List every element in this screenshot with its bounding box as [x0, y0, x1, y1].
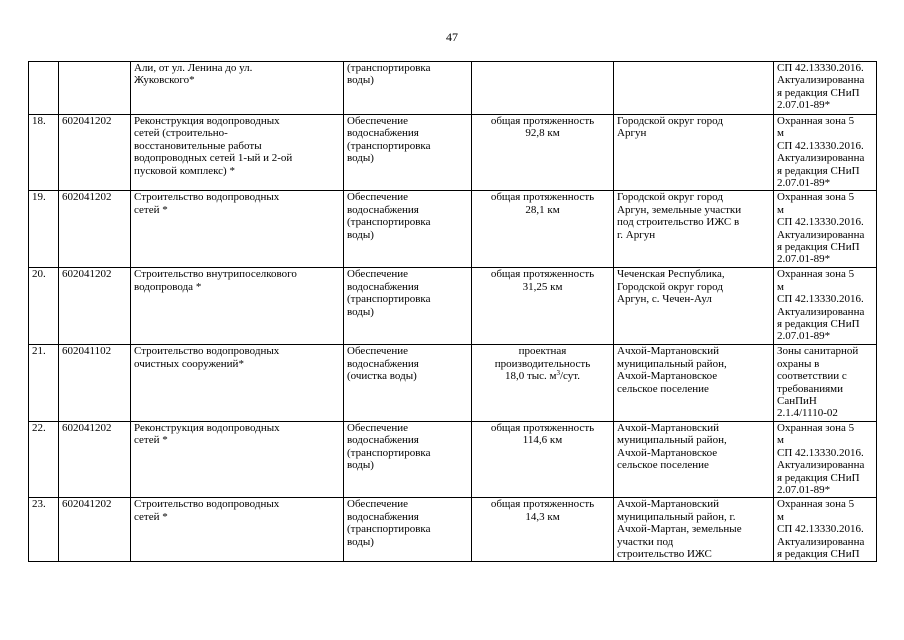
cell-code	[59, 62, 131, 115]
table-row	[29, 115, 877, 191]
cell-number: 20.	[29, 268, 59, 345]
cell-number: 21.	[29, 345, 59, 421]
cell-name: Строительство водопроводных сетей *	[131, 191, 344, 268]
cell-code: 602041202	[59, 268, 131, 345]
table-row	[29, 62, 877, 115]
cell-name: Строительство внутрипоселкового водопровода *	[131, 268, 344, 345]
cell-number: 19.	[29, 191, 59, 268]
cell-code: 602041102	[59, 345, 131, 421]
cell-zone: Охранная зона 5 м СП 42.13330.2016. Актуализированна я редакция СНиП 2.07.01-89*	[774, 191, 877, 268]
table-row	[29, 268, 877, 345]
objects-table	[28, 61, 877, 562]
cell-name: Реконструкция водопроводных сетей (строительно- восстановительные работы водопроводных сетей 1-ый и 2-ой пусковой комплекс) *	[131, 115, 344, 191]
capacity-value: 18,0 тыс. м	[504, 370, 557, 383]
cell-code: 602041202	[59, 115, 131, 191]
cell-purpose: Обеспечение водоснабжения (транспортировка воды)	[344, 268, 472, 345]
cell-purpose: Обеспечение водоснабжения (транспортировка воды)	[344, 421, 472, 497]
cell-number: 23.	[29, 498, 59, 562]
cell-purpose: (транспортировка воды)	[344, 62, 472, 115]
cell-characteristics: общая протяженность 114,6 км	[472, 421, 614, 497]
cell-name: Али, от ул. Ленина до ул. Жуковского*	[131, 62, 344, 115]
cell-characteristics: общая протяженность 14,3 км	[472, 498, 614, 562]
cell-code: 602041202	[59, 421, 131, 497]
cell-number: 22.	[29, 421, 59, 497]
cell-location	[614, 62, 774, 115]
cell-characteristics: общая протяженность 92,8 км	[472, 115, 614, 191]
cell-name: Строительство водопроводных сетей *	[131, 498, 344, 562]
cell-number: 18.	[29, 115, 59, 191]
cell-location: Городской округ город Аргун, земельные участки под строительство ИЖС в г. Аргун	[614, 191, 774, 268]
cell-location: Ачхой-Мартановский муниципальный район, Ачхой-Мартановское сельское поселение	[614, 421, 774, 497]
cell-code: 602041202	[59, 191, 131, 268]
cell-zone: Охранная зона 5 м СП 42.13330.2016. Актуализированна я редакция СНиП	[774, 498, 877, 562]
cell-purpose: Обеспечение водоснабжения (транспортировка воды)	[344, 498, 472, 562]
cell-zone: Зоны санитарной охраны в соответствии с требованиями СанПиН 2.1.4/1110-02	[774, 345, 877, 421]
cell-characteristics: общая протяженность 28,1 км	[472, 191, 614, 268]
cell-characteristics	[472, 345, 614, 421]
page-number: 47	[446, 30, 458, 44]
table-row	[29, 421, 877, 497]
cell-characteristics	[472, 62, 614, 115]
table-row	[29, 345, 877, 421]
cell-purpose: Обеспечение водоснабжения (транспортировка воды)	[344, 191, 472, 268]
cell-location: Ачхой-Мартановский муниципальный район, г. Ачхой-Мартан, земельные участки под строительство ИЖС	[614, 498, 774, 562]
cell-zone: Охранная зона 5 м СП 42.13330.2016. Актуализированна я редакция СНиП 2.07.01-89*	[774, 421, 877, 497]
cell-zone: СП 42.13330.2016. Актуализированна я редакция СНиП 2.07.01-89*	[774, 62, 877, 115]
cell-number	[29, 62, 59, 115]
cell-location: Ачхой-Мартановский муниципальный район, Ачхой-Мартановское сельское поселение	[614, 345, 774, 421]
capacity-unit: /сут.	[560, 370, 581, 383]
cell-location: Чеченская Республика, Городской округ город Аргун, с. Чечен-Аул	[614, 268, 774, 345]
capacity-unit-exponent: 3	[556, 369, 560, 378]
cell-name: Строительство водопроводных очистных сооружений*	[131, 345, 344, 421]
cell-location: Городской округ город Аргун	[614, 115, 774, 191]
cell-characteristics: общая протяженность 31,25 км	[472, 268, 614, 345]
cell-zone: Охранная зона 5 м СП 42.13330.2016. Актуализированна я редакция СНиП 2.07.01-89*	[774, 115, 877, 191]
cell-zone: Охранная зона 5 м СП 42.13330.2016. Актуализированна я редакция СНиП 2.07.01-89*	[774, 268, 877, 345]
cell-purpose: Обеспечение водоснабжения (очистка воды)	[344, 345, 472, 421]
table-row	[29, 498, 877, 562]
cell-purpose: Обеспечение водоснабжения (транспортировка воды)	[344, 115, 472, 191]
cell-code: 602041202	[59, 498, 131, 562]
capacity-label: проектная производительность	[494, 345, 591, 370]
table-row	[29, 191, 877, 268]
cell-name: Реконструкция водопроводных сетей *	[131, 421, 344, 497]
